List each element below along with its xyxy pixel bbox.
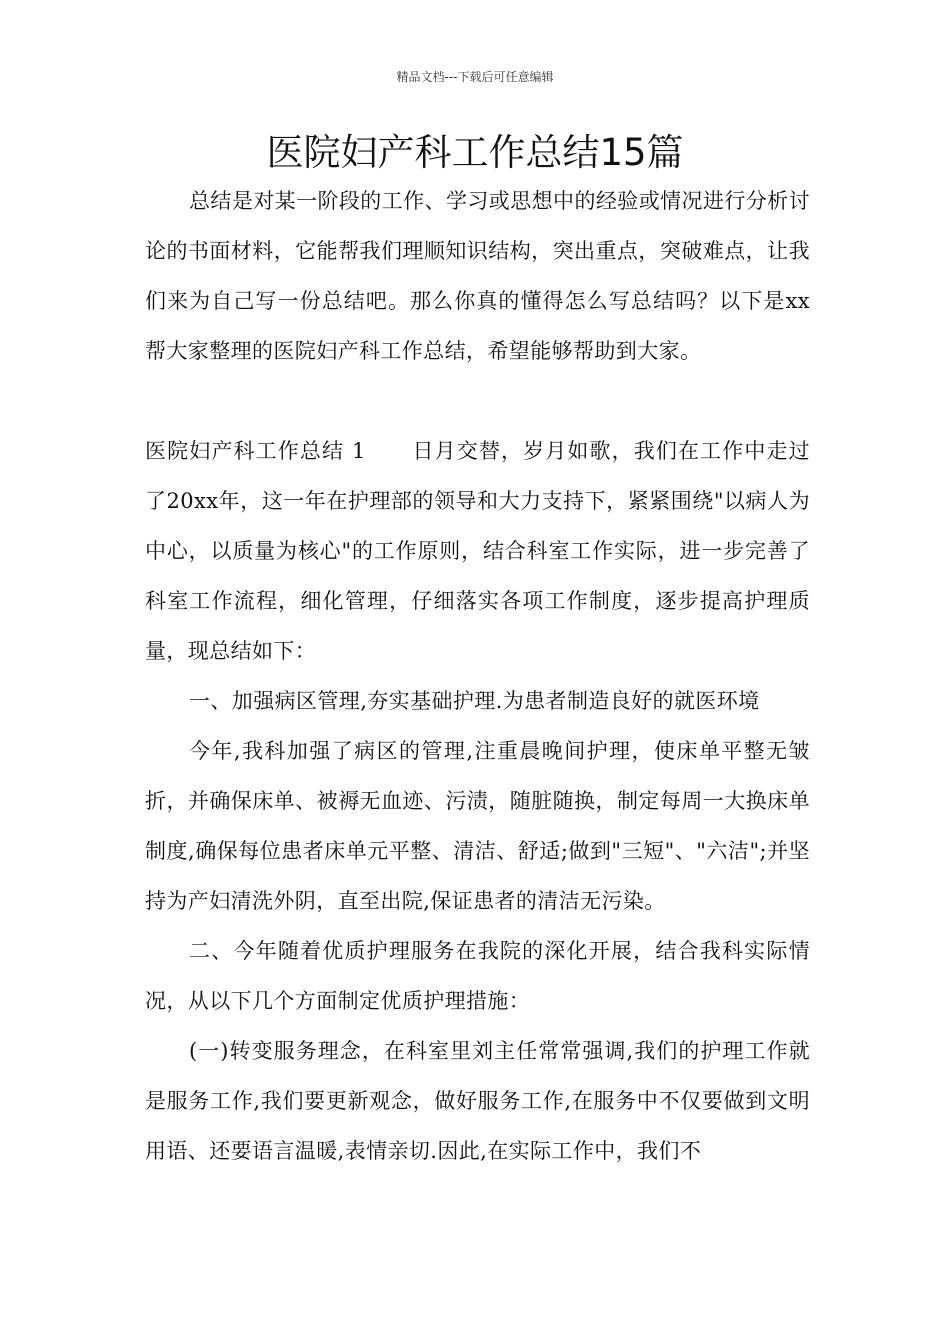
section-1-text: 日月交替，岁月如歌，我们在工作中走过了20xx年，这一年在护理部的领导和大力支持下，紧紧围绕"以病人为中心，以质量为核心"的工作原则，结合科室工作实际，进一步完善了科室工作流程，细化管理，仔细落实各项工作制度，逐步提高护理质量，现总结如下： bbox=[145, 439, 811, 663]
header-note: 精品文档---下载后可任意编辑 bbox=[396, 70, 554, 84]
document-title: 医院妇产科工作总结15篇 bbox=[266, 131, 684, 174]
paragraph-heading-1: 一、加强病区管理,夯实基础护理.为患者制造良好的就医环境 bbox=[189, 689, 760, 713]
paragraph-service-concept: (一)转变服务理念，在科室里刘主任常常强调,我们的护理工作就是服务工作,我们要更新观念，做好服务工作,在服务中不仅要做到文明用语、还要语言温暖,表情亲切.因此,在实际工作中，我们不 bbox=[145, 1039, 810, 1163]
section-1-paragraph bbox=[145, 426, 810, 676]
paragraph-heading-2: 二、今年随着优质护理服务在我院的深化开展，结合我科实际情况，从以下几个方面制定优质护理措施： bbox=[145, 939, 810, 1013]
section-1-heading: 医院妇产科工作总结 1 bbox=[145, 439, 366, 463]
paragraph-ward-management: 今年,我科加强了病区的管理,注重晨晚间护理，使床单平整无皱折，并确保床单、被褥无血迹、污渍，随脏随换，制定每周一大换床单制度,确保每位患者床单元平整、清洁、舒适;做到"三短"、"六洁";并坚持为产妇清洗外阴，直至出院,保证患者的清洁无污染。 bbox=[145, 739, 810, 913]
document-body bbox=[145, 176, 810, 1176]
intro-paragraph: 总结是对某一阶段的工作、学习或思想中的经验或情况进行分析讨论的书面材料，它能帮我们理顺知识结构，突出重点，突破难点，让我们来为自己写一份总结吧。那么你真的懂得怎么写总结吗？以下是xx帮大家整理的医院妇产科工作总结，希望能够帮助到大家。 bbox=[145, 189, 810, 363]
